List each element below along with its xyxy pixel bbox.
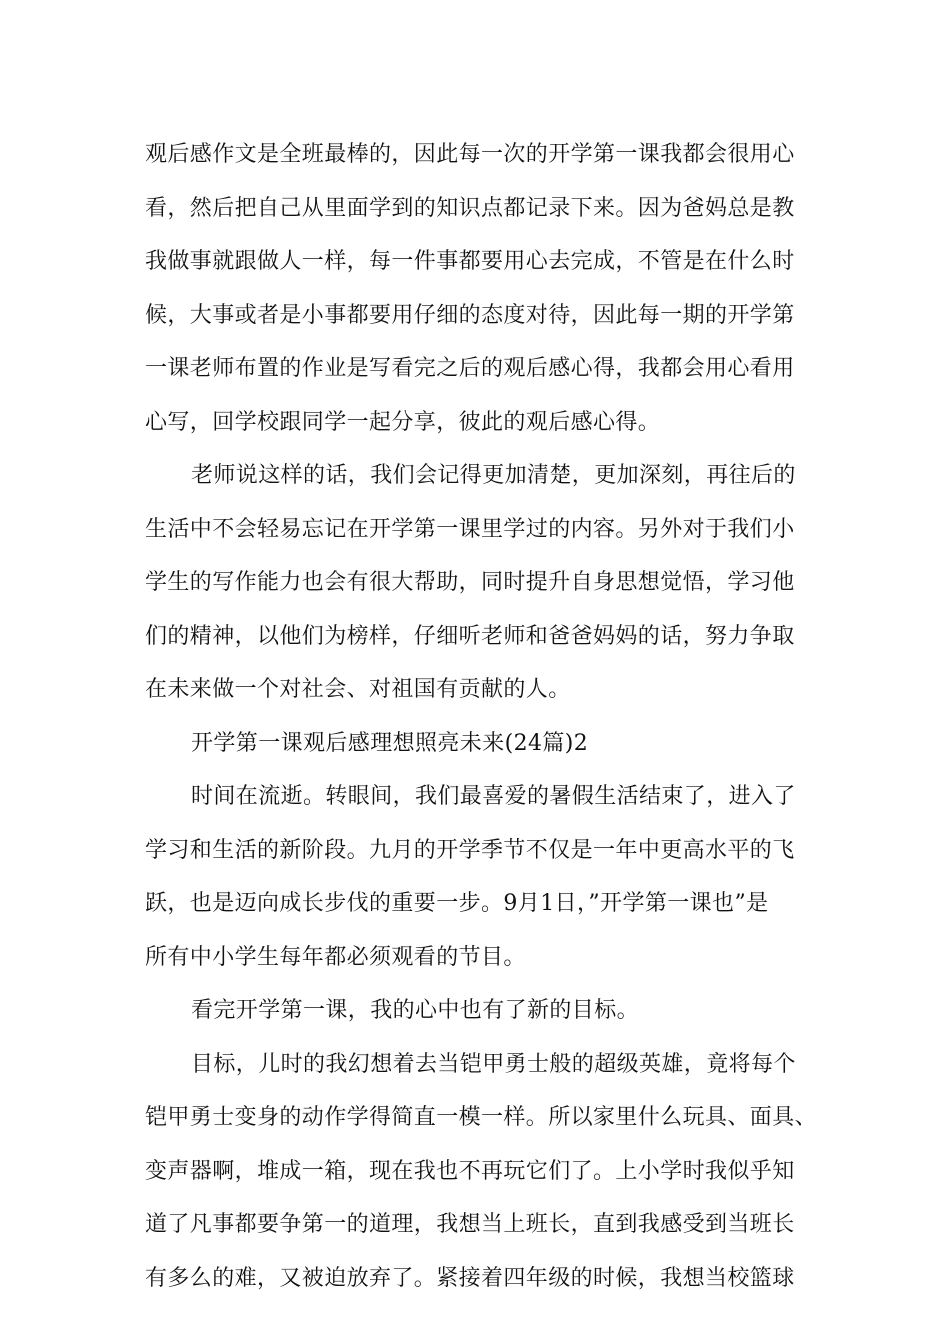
text-line: 们的精神，以他们为榜样，仔细听老师和爸爸妈妈的话，努力争取 xyxy=(145,623,795,649)
section-heading xyxy=(145,717,815,771)
text-line: 铠甲勇士变身的动作学得简直一模一样。所以家里什么玩具、面具、 xyxy=(145,1105,818,1130)
paragraph-5 xyxy=(145,1038,818,1306)
text-line: 学生的写作能力也会有很大帮助，同时提升自身思想觉悟，学习他 xyxy=(145,570,795,595)
document-body xyxy=(145,128,818,1305)
heading-text: 开学第一课观后感理想照亮未来(24篇)2 xyxy=(191,730,589,756)
paragraph-2 xyxy=(145,449,815,717)
text-line: 老师说这样的话，我们会记得更加清楚，更加深刻，再往后的 xyxy=(191,463,796,488)
paragraph-4 xyxy=(145,984,815,1038)
text-line: 道了凡事都要争第一的道理，我想当上班长，直到我感受到当班长 xyxy=(145,1212,795,1237)
text-line: 看，然后把自己从里面学到的知识点都记录下来。因为爸妈总是教 xyxy=(145,195,795,221)
text-line: 有多么的难，又被迫放弃了。紧接着四年级的时候，我想当校篮球 xyxy=(145,1265,795,1291)
text-line: 变声器啊，堆成一箱，现在我也不再玩它们了。上小学时我似乎知 xyxy=(145,1158,795,1184)
text-line: 我做事就跟做人一样，每一件事都要用心去完成，不管是在什么时 xyxy=(145,249,795,274)
paragraph-3 xyxy=(145,770,815,984)
text-line: 跃，也是迈向成长步伐的重要一步。9月1日，”开学第一课也”是 xyxy=(145,891,769,916)
text-line: 所有中小学生每年都必须观看的节目。 xyxy=(145,944,526,970)
text-line: 观后感作文是全班最棒的，因此每一次的开学第一课我都会很用心 xyxy=(145,142,795,167)
text-line: 学习和生活的新阶段。九月的开学季节不仅是一年中更高水平的飞 xyxy=(145,837,795,863)
text-line: 看完开学第一课，我的心中也有了新的目标。 xyxy=(191,998,640,1023)
text-line: 一课老师布置的作业是写看完之后的观后感心得，我都会用心看用 xyxy=(145,356,795,381)
text-line: 在未来做一个对社会、对祖国有贡献的人。 xyxy=(145,677,571,702)
text-line: 候，大事或者是小事都要用仔细的态度对待，因此每一期的开学第 xyxy=(145,302,795,328)
text-line: 心写，回学校跟同学一起分享，彼此的观后感心得。 xyxy=(145,409,661,435)
text-line: 生活中不会轻易忘记在开学第一课里学过的内容。另外对于我们小 xyxy=(145,516,795,542)
text-line: 目标，儿时的我幻想着去当铠甲勇士般的超级英雄，竟将每个 xyxy=(191,1051,796,1077)
text-line: 时间在流逝。转眼间，我们最喜爱的暑假生活结束了，进入了 xyxy=(191,784,796,809)
paragraph-1 xyxy=(145,128,815,449)
